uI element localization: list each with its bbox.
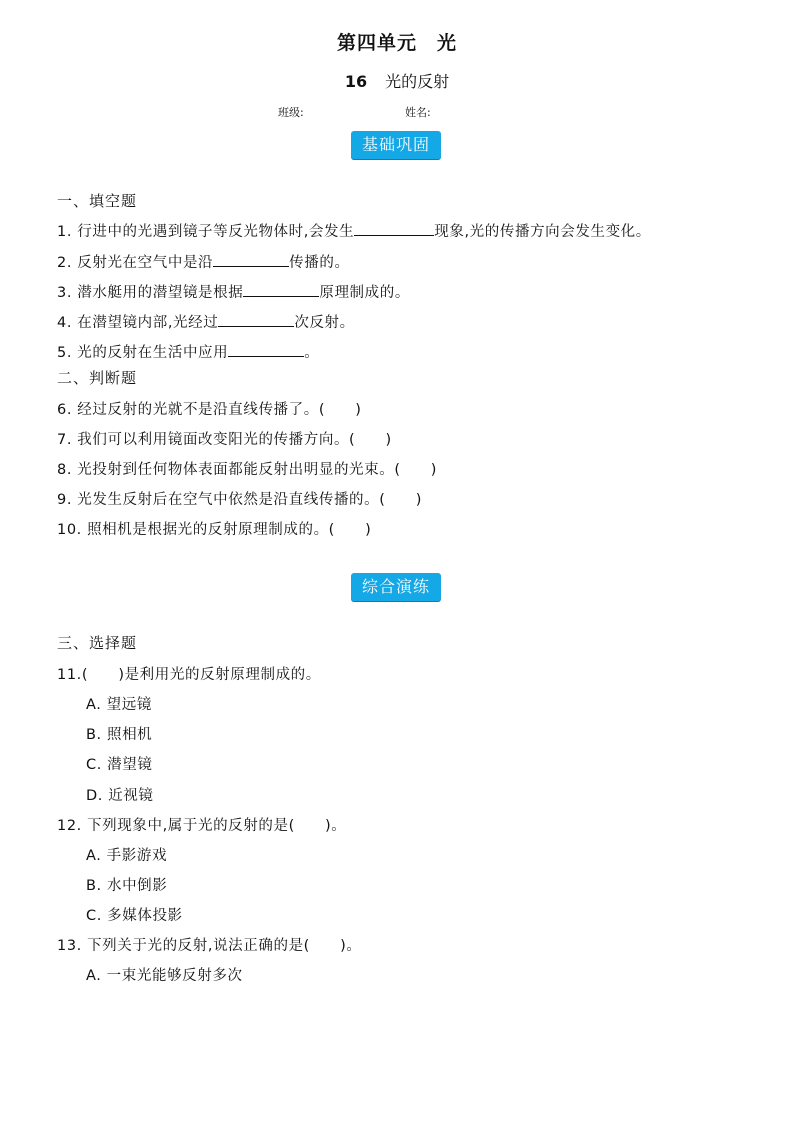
question-1: 1. 行进中的光遇到镜子等反光物体时,会发生 现象,光的传播方向会发生变化。 bbox=[57, 220, 651, 241]
lesson-number: 16 bbox=[344, 72, 368, 91]
answer-blank bbox=[213, 252, 289, 267]
question-10: 10. 照相机是根据光的反射原理制成的。( ) bbox=[57, 522, 372, 538]
question-12: 12. 下列现象中,属于光的反射的是( )。 bbox=[57, 818, 347, 834]
question-7: 7. 我们可以利用镜面改变阳光的传播方向。( ) bbox=[57, 432, 392, 448]
option-d: D. 近视镜 bbox=[86, 788, 154, 804]
answer-blank bbox=[228, 342, 304, 357]
answer-blank bbox=[354, 221, 434, 236]
class-label: 班级: bbox=[278, 106, 304, 119]
option-b: B. 水中倒影 bbox=[86, 878, 168, 894]
section-judgement-heading: 二、判断题 bbox=[57, 369, 138, 387]
option-c: C. 多媒体投影 bbox=[86, 908, 183, 924]
question-3: 3. 潜水艇用的潜望镜是根据 原理制成的。 bbox=[57, 281, 410, 302]
comprehensive-practice-badge: 综合演练 bbox=[351, 573, 441, 601]
basic-practice-badge: 基础巩固 bbox=[351, 131, 441, 159]
question-2: 2. 反射光在空气中是沿 传播的。 bbox=[57, 251, 350, 272]
option-a: A. 望远镜 bbox=[86, 697, 152, 713]
question-11: 11.( )是利用光的反射原理制成的。 bbox=[57, 667, 321, 683]
lesson-heading bbox=[0, 69, 794, 92]
question-9: 9. 光发生反射后在空气中依然是沿直线传播的。( ) bbox=[57, 492, 422, 508]
option-a: A. 手影游戏 bbox=[86, 848, 168, 864]
option-b: B. 照相机 bbox=[86, 727, 153, 743]
option-a: A. 一束光能够反射多次 bbox=[86, 968, 243, 984]
question-8: 8. 光投射到任何物体表面都能反射出明显的光束。( ) bbox=[57, 462, 438, 478]
question-13: 13. 下列关于光的反射,说法正确的是( )。 bbox=[57, 938, 362, 954]
name-label: 姓名: bbox=[405, 106, 431, 119]
section-choice-heading: 三、选择题 bbox=[57, 634, 138, 652]
section-fill-blank-heading: 一、填空题 bbox=[57, 192, 138, 210]
question-6: 6. 经过反射的光就不是沿直线传播了。( ) bbox=[57, 402, 362, 418]
question-5: 5. 光的反射在生活中应用 。 bbox=[57, 341, 319, 362]
answer-blank bbox=[243, 282, 319, 297]
answer-blank bbox=[218, 312, 294, 327]
lesson-title: 光的反射 bbox=[385, 72, 450, 91]
option-c: C. 潜望镜 bbox=[86, 757, 153, 773]
unit-title: 第四单元 光 bbox=[336, 32, 457, 54]
question-4: 4. 在潜望镜内部,光经过 次反射。 bbox=[57, 311, 355, 332]
